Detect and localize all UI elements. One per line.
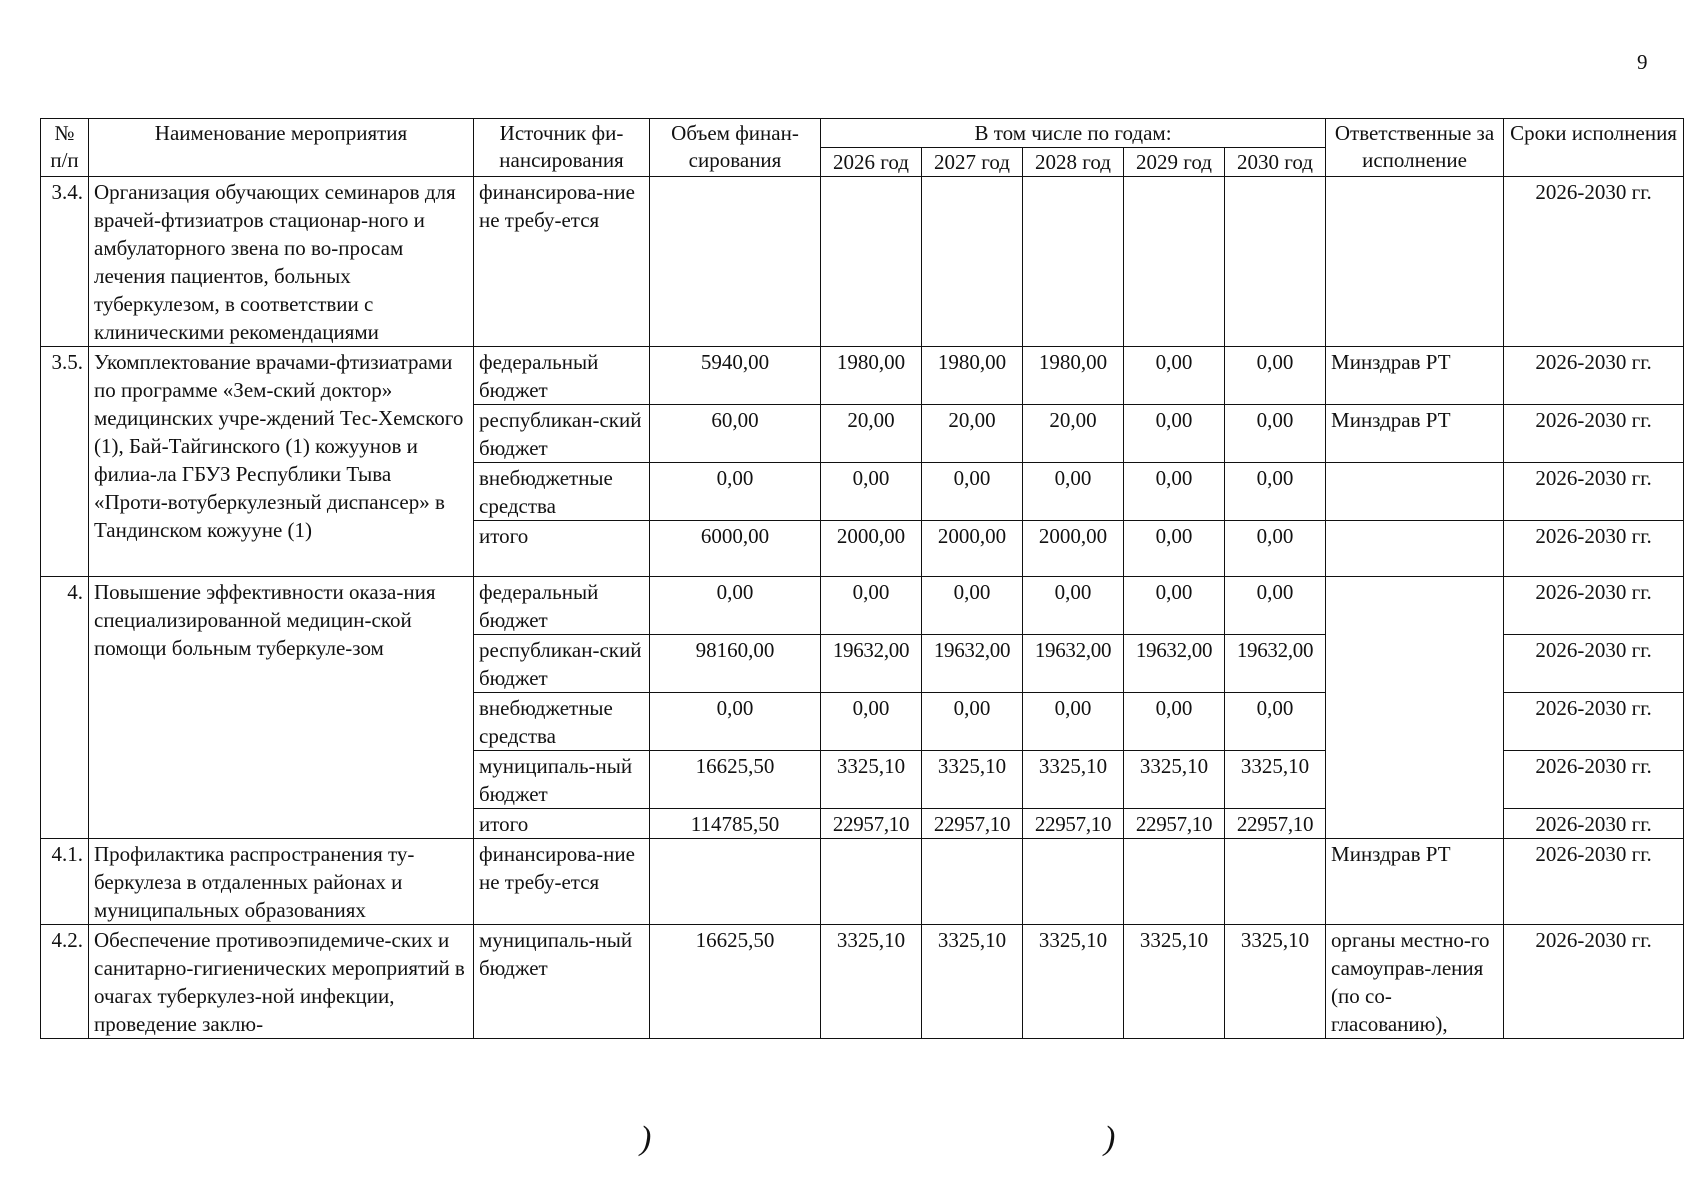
year-value (1225, 839, 1326, 925)
year-value: 3325,10 (922, 751, 1023, 809)
funding-volume: 0,00 (650, 463, 821, 521)
responsible: органы местно-го самоуправ-ления (по со-гласованию), (1326, 925, 1504, 1039)
year-value: 3325,10 (1023, 751, 1124, 809)
header-year-2030: 2030 год (1225, 148, 1326, 177)
year-value (1124, 177, 1225, 347)
header-name: Наименование мероприятия (89, 119, 474, 177)
row-number: 3.4. (41, 177, 89, 347)
header-by-years: В том числе по годам: (821, 119, 1326, 148)
funding-table (40, 118, 1684, 1039)
header-volume: Объем финан-сирования (650, 119, 821, 177)
term: 2026-2030 гг. (1504, 925, 1684, 1039)
activity-name: Организация обучающих семинаров для врачей-фтизиатров стационар-ного и амбулаторного звена по во-просам лечения пациентов, больных туберкулезом, в соответствии с клиническими рекомендациями (89, 177, 474, 347)
funding-volume: 5940,00 (650, 347, 821, 405)
funding-volume: 6000,00 (650, 521, 821, 577)
year-value (1023, 177, 1124, 347)
term: 2026-2030 гг. (1504, 693, 1684, 751)
responsible: Минздрав РТ (1326, 347, 1504, 405)
funding-volume: 60,00 (650, 405, 821, 463)
term: 2026-2030 гг. (1504, 839, 1684, 925)
table-row (41, 925, 1684, 1039)
year-value: 0,00 (1225, 577, 1326, 635)
bottom-mark-right: ) (1104, 1120, 1116, 1157)
table-row (41, 839, 1684, 925)
year-value: 2000,00 (922, 521, 1023, 577)
responsible (1326, 577, 1504, 839)
header-source: Источник фи-нансирования (474, 119, 650, 177)
year-value: 0,00 (1124, 693, 1225, 751)
page-number: 9 (1637, 50, 1648, 74)
activity-name: Обеспечение противоэпидемиче-ских и санитарно-гигиенических мероприятий в очагах туберкулез-ной инфекции, проведение заклю- (89, 925, 474, 1039)
year-value: 0,00 (922, 463, 1023, 521)
activity-name: Укомплектование врачами-фтизиатрами по программе «Зем-ский доктор» медицинских учре-ждений Тес-Хемского (1), Бай-Тайгинского (1) кожуунов и филиа-ла ГБУЗ Республики Тыва «Проти-вотуберкулезный диспансер» в Тандинском кожууне (1) (89, 347, 474, 577)
funding-source: итого (474, 809, 650, 839)
year-value: 3325,10 (1124, 751, 1225, 809)
term: 2026-2030 гг. (1504, 347, 1684, 405)
funding-volume: 16625,50 (650, 751, 821, 809)
funding-volume (650, 177, 821, 347)
term: 2026-2030 гг. (1504, 809, 1684, 839)
year-value: 20,00 (922, 405, 1023, 463)
term: 2026-2030 гг. (1504, 751, 1684, 809)
row-number: 4.1. (41, 839, 89, 925)
year-value: 0,00 (1124, 577, 1225, 635)
year-value: 19632,00 (1023, 635, 1124, 693)
term: 2026-2030 гг. (1504, 463, 1684, 521)
year-value: 0,00 (821, 693, 922, 751)
year-value: 0,00 (821, 463, 922, 521)
year-value: 0,00 (1225, 347, 1326, 405)
activity-name: Профилактика распространения ту-беркулеза в отдаленных районах и муниципальных образованиях (89, 839, 474, 925)
year-value: 22957,10 (821, 809, 922, 839)
year-value: 1980,00 (1023, 347, 1124, 405)
table-row (41, 577, 1684, 635)
year-value: 2000,00 (1023, 521, 1124, 577)
year-value: 19632,00 (1124, 635, 1225, 693)
year-value (922, 177, 1023, 347)
funding-volume: 114785,50 (650, 809, 821, 839)
year-value: 19632,00 (1225, 635, 1326, 693)
row-number: 4. (41, 577, 89, 839)
responsible (1326, 463, 1504, 521)
year-value: 1980,00 (922, 347, 1023, 405)
year-value: 0,00 (1124, 347, 1225, 405)
year-value (821, 839, 922, 925)
year-value: 3325,10 (821, 925, 922, 1039)
header-year-2029: 2029 год (1124, 148, 1225, 177)
header-year-2026: 2026 год (821, 148, 922, 177)
year-value: 22957,10 (1124, 809, 1225, 839)
term: 2026-2030 гг. (1504, 405, 1684, 463)
year-value: 0,00 (1225, 521, 1326, 577)
year-value: 3325,10 (922, 925, 1023, 1039)
funding-source: муниципаль-ный бюджет (474, 751, 650, 809)
year-value: 3325,10 (821, 751, 922, 809)
year-value: 2000,00 (821, 521, 922, 577)
funding-source: федеральный бюджет (474, 347, 650, 405)
year-value (922, 839, 1023, 925)
year-value: 0,00 (1023, 693, 1124, 751)
funding-source: финансирова-ние не требу-ется (474, 839, 650, 925)
year-value: 20,00 (1023, 405, 1124, 463)
year-value: 1980,00 (821, 347, 922, 405)
year-value (1124, 839, 1225, 925)
funding-source: финансирова-ние не требу-ется (474, 177, 650, 347)
header-num: № п/п (41, 119, 89, 177)
header-responsible: Ответственные за исполнение (1326, 119, 1504, 177)
term: 2026-2030 гг. (1504, 577, 1684, 635)
year-value: 0,00 (1225, 463, 1326, 521)
funding-source: республикан-ский бюджет (474, 635, 650, 693)
year-value: 0,00 (1023, 577, 1124, 635)
year-value: 20,00 (821, 405, 922, 463)
funding-source: республикан-ский бюджет (474, 405, 650, 463)
year-value: 0,00 (821, 577, 922, 635)
table-row (41, 177, 1684, 347)
year-value: 22957,10 (1225, 809, 1326, 839)
year-value: 19632,00 (821, 635, 922, 693)
year-value (1225, 177, 1326, 347)
row-number: 4.2. (41, 925, 89, 1039)
responsible (1326, 521, 1504, 577)
header-year-2027: 2027 год (922, 148, 1023, 177)
funding-source: федеральный бюджет (474, 577, 650, 635)
year-value: 22957,10 (1023, 809, 1124, 839)
funding-volume: 16625,50 (650, 925, 821, 1039)
year-value: 0,00 (1124, 405, 1225, 463)
funding-volume: 0,00 (650, 693, 821, 751)
term: 2026-2030 гг. (1504, 521, 1684, 577)
year-value: 0,00 (922, 693, 1023, 751)
year-value (821, 177, 922, 347)
year-value: 3325,10 (1124, 925, 1225, 1039)
year-value: 19632,00 (922, 635, 1023, 693)
year-value: 0,00 (1124, 463, 1225, 521)
funding-source: внебюджетные средства (474, 463, 650, 521)
responsible: Минздрав РТ (1326, 839, 1504, 925)
term: 2026-2030 гг. (1504, 177, 1684, 347)
year-value: 3325,10 (1225, 925, 1326, 1039)
responsible: Минздрав РТ (1326, 405, 1504, 463)
funding-source: итого (474, 521, 650, 577)
row-number: 3.5. (41, 347, 89, 577)
funding-volume (650, 839, 821, 925)
funding-volume: 98160,00 (650, 635, 821, 693)
year-value: 0,00 (1023, 463, 1124, 521)
year-value (1023, 839, 1124, 925)
year-value: 0,00 (1124, 521, 1225, 577)
table-row (41, 347, 1684, 405)
year-value: 3325,10 (1225, 751, 1326, 809)
bottom-mark-left: ) (640, 1120, 652, 1157)
year-value: 0,00 (922, 577, 1023, 635)
year-value: 22957,10 (922, 809, 1023, 839)
funding-source: муниципаль-ный бюджет (474, 925, 650, 1039)
year-value: 3325,10 (1023, 925, 1124, 1039)
term: 2026-2030 гг. (1504, 635, 1684, 693)
year-value: 0,00 (1225, 405, 1326, 463)
activity-name: Повышение эффективности оказа-ния специализированной медицин-ской помощи больным туберкуле-зом (89, 577, 474, 839)
header-terms: Сроки исполнения (1504, 119, 1684, 177)
funding-volume: 0,00 (650, 577, 821, 635)
header-year-2028: 2028 год (1023, 148, 1124, 177)
responsible (1326, 177, 1504, 347)
funding-source: внебюджетные средства (474, 693, 650, 751)
year-value: 0,00 (1225, 693, 1326, 751)
